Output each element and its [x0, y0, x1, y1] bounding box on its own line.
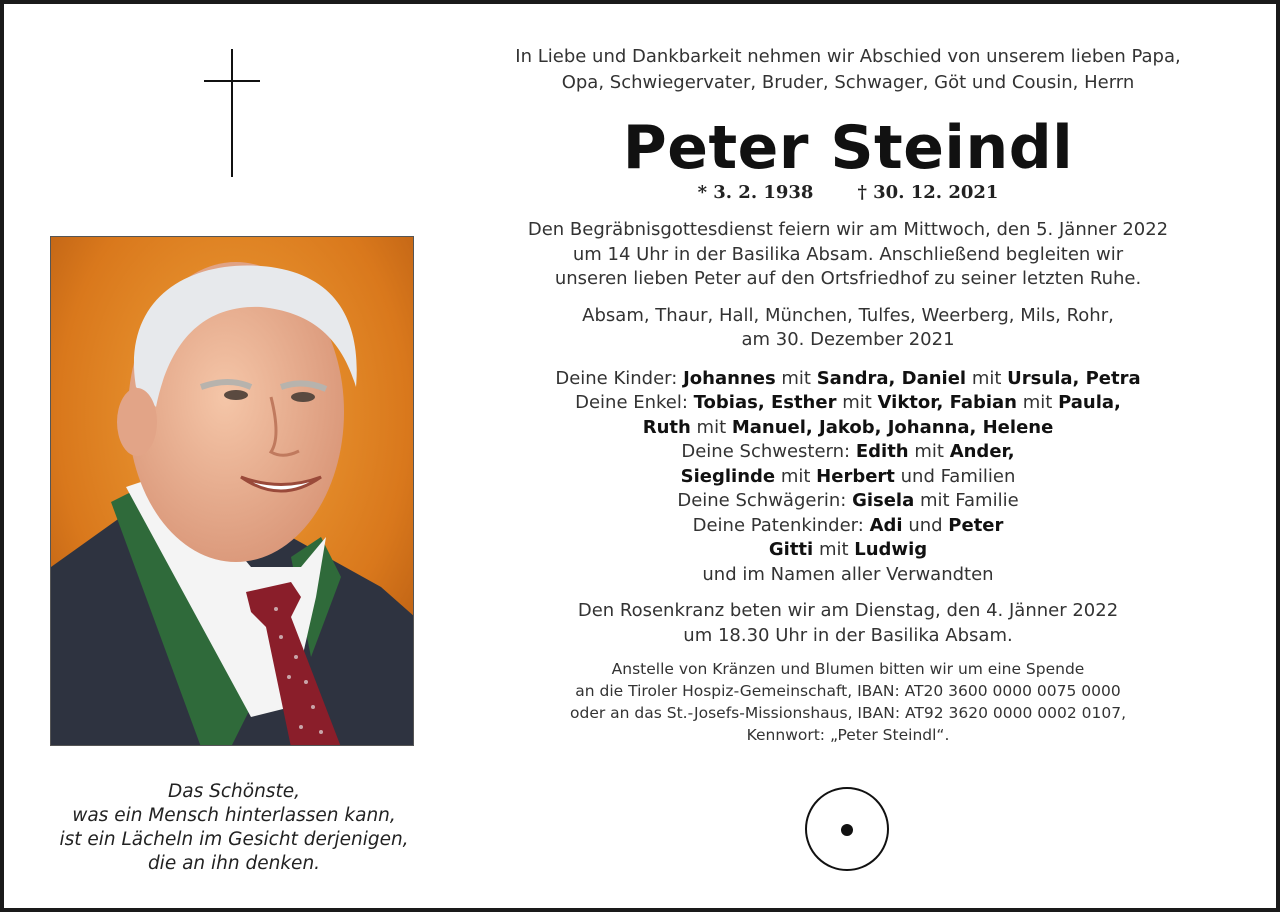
rosary-line: um 18.30 Uhr in der Basilika Absam. [683, 624, 1013, 646]
donation-line: Anstelle von Kränzen und Blumen bitten wir um eine Spende [611, 660, 1085, 678]
portrait-photo [50, 236, 414, 746]
memorial-quote [34, 780, 434, 876]
intro-line: In Liebe und Dankbarkeit nehmen wir Abschied von unserem lieben Papa, [515, 46, 1181, 67]
cross-icon [204, 49, 260, 177]
donation-line: an die Tiroler Hospiz-Gemeinschaft, IBAN: AT20 3600 0000 0075 0000 [575, 682, 1121, 700]
donation-info [444, 658, 1252, 746]
rosary-info [444, 599, 1252, 648]
donation-line: Kennwort: „Peter Steindl“. [746, 726, 950, 744]
place-line: Absam, Thaur, Hall, München, Tulfes, Weerberg, Mils, Rohr, [582, 304, 1114, 326]
funeral-info [444, 218, 1252, 292]
mourners-line: Deine Enkel: Tobias, Esther mit Viktor, Fabian mit Paula, [575, 392, 1121, 413]
rosary-line: Den Rosenkranz beten wir am Dienstag, den 4. Jänner 2022 [577, 600, 1119, 621]
mourners-line: Deine Schwestern: Edith mit Ander, [681, 441, 1015, 462]
mourners-line: und im Namen aller Verwandten [702, 563, 994, 585]
intro-text [444, 44, 1252, 96]
place-date [444, 304, 1252, 353]
intro-line: Opa, Schwiegervater, Bruder, Schwager, Göt und Cousin, Herrn [561, 72, 1135, 93]
donation-line: oder an das St.-Josefs-Missionshaus, IBAN: AT92 3620 0000 0002 0107, [570, 704, 1126, 722]
circle-dot-icon [805, 787, 889, 871]
mourners-line: Sieglinde mit Herbert und Familien [680, 465, 1016, 487]
mourners-list [444, 367, 1252, 588]
quote-line: ist ein Lächeln im Gesicht derjenigen, [59, 829, 409, 850]
mourners-line: Deine Kinder: Johannes mit Sandra, Daniel mit Ursula, Petra [555, 367, 1141, 389]
mourners-line: Deine Patenkinder: Adi und Peter [692, 514, 1004, 536]
obituary-text [444, 44, 1252, 746]
quote-line: Das Schönste, [168, 781, 300, 802]
funeral-line: unseren lieben Peter auf den Ortsfriedhof zu seiner letzten Ruhe. [554, 268, 1142, 289]
funeral-line: Den Begräbnisgottesdienst feiern wir am Mittwoch, den 5. Jänner 2022 [527, 219, 1169, 240]
mourners-line: Gitti mit Ludwig [768, 539, 928, 560]
funeral-line: um 14 Uhr in der Basilika Absam. Anschließend begleiten wir [572, 243, 1124, 265]
quote-line: was ein Mensch hinterlassen kann, [72, 805, 396, 826]
life-dates [444, 182, 1252, 204]
mourners-line: Ruth mit Manuel, Jakob, Johanna, Helene [642, 416, 1054, 438]
place-line: am 30. Dezember 2021 [741, 329, 955, 350]
deceased-name: Peter Steindl [622, 113, 1074, 183]
mourners-line: Deine Schwägerin: Gisela mit Familie [677, 490, 1019, 511]
quote-line: die an ihn denken. [147, 853, 321, 874]
birth-date: * 3. 2. 1938 [697, 182, 814, 203]
death-date: † 30. 12. 2021 [857, 182, 999, 203]
